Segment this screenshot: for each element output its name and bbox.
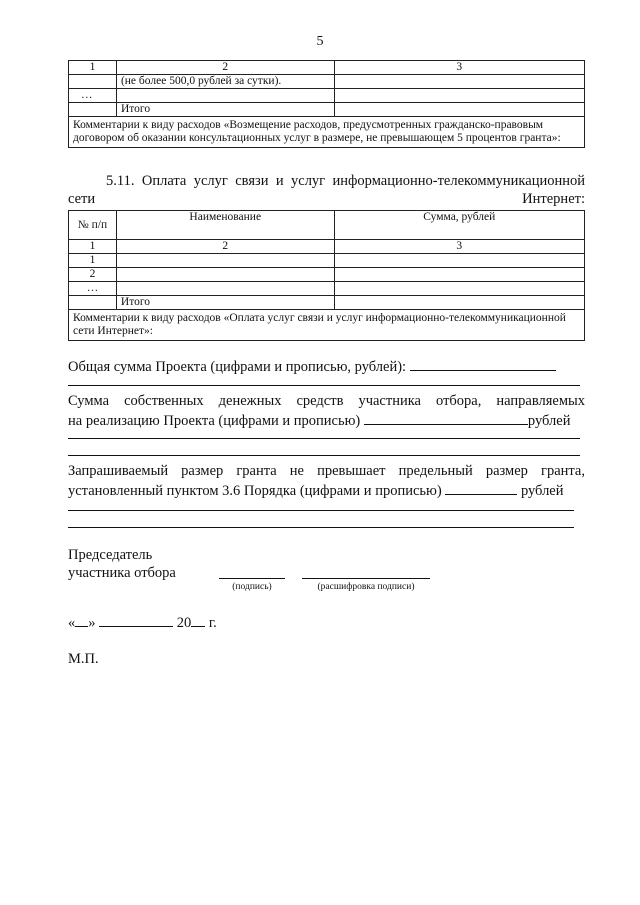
grant-blank [445, 480, 517, 495]
table-cell: (не более 500,0 рублей за сутки). [116, 75, 334, 89]
grant-block [68, 462, 585, 500]
table-cell: 2 [116, 61, 334, 75]
table-cell: 2 [116, 240, 334, 254]
table-cell [69, 75, 117, 89]
page-number: 5 [316, 34, 324, 49]
table-cell: 1 [69, 61, 117, 75]
table-cell [334, 89, 584, 103]
rubles-label: рублей [527, 413, 571, 429]
blank-line [68, 438, 580, 439]
table-cell: 2 [69, 268, 117, 282]
blank-line [68, 510, 574, 511]
table-index-row [69, 240, 585, 254]
signature-title-line1: Председатель [68, 547, 153, 563]
own-funds-blank [364, 410, 528, 425]
expenses-table-continued [68, 60, 585, 148]
year-blank [191, 612, 205, 627]
table-cell: 1 [69, 240, 117, 254]
grant-line2 [68, 480, 585, 500]
own-funds-block [68, 392, 585, 430]
table-comment: Комментарии к виду расходов «Оплата услуг связи и услуг информационно-телекоммуникационной сети Интернет»: [69, 310, 585, 341]
table-row [69, 89, 585, 103]
signature-blank [219, 578, 285, 579]
own-funds-label: на реализацию Проекта (цифрами и прописью) [68, 413, 361, 429]
blank-line [68, 385, 580, 386]
table-index-row [69, 61, 585, 75]
own-funds-line2 [68, 410, 585, 430]
table-cell: Итого [116, 296, 334, 310]
table-row [69, 282, 585, 296]
table-cell [334, 296, 584, 310]
table-cell [116, 268, 334, 282]
table-cell [116, 254, 334, 268]
table-comment: Комментарии к виду расходов «Возмещение расходов, предусмотренных гражданско-правовым договором об оказании консультационных услуг в размере, не превышающем 5 процентов гранта»: [69, 117, 585, 148]
table-comment-row [69, 117, 585, 148]
signature-title-line2: участника отбора [68, 565, 176, 581]
grant-label: установленный пунктом 3.6 Порядка (цифрами и прописью) [68, 483, 442, 499]
table-cell: … [69, 282, 117, 296]
blank-line [68, 527, 574, 528]
table-total-row [69, 103, 585, 117]
communication-expenses-table [68, 210, 585, 341]
table-row [69, 268, 585, 282]
signature-decode-blank [302, 578, 430, 579]
grant-line1: Запрашиваемый размер гранта не превышает предельный размер гранта, [68, 463, 585, 479]
month-blank [99, 612, 173, 627]
date-open-quote: « [68, 615, 76, 631]
section-heading [68, 172, 585, 208]
table-comment-row [69, 310, 585, 341]
date-year-suffix: г. [208, 615, 217, 631]
table-cell: 3 [334, 61, 584, 75]
table-cell [334, 75, 584, 89]
total-project-line [68, 356, 585, 376]
table-cell [69, 296, 117, 310]
table-cell: 1 [69, 254, 117, 268]
table-cell [334, 254, 584, 268]
table-cell [334, 103, 584, 117]
table-cell [334, 282, 584, 296]
table-cell: 3 [334, 240, 584, 254]
date-century: 20 [176, 615, 192, 631]
table-row [69, 75, 585, 89]
table-cell [116, 89, 334, 103]
column-header-number: № п/п [69, 211, 117, 240]
total-project-blank [410, 356, 556, 371]
table-cell [334, 268, 584, 282]
table-cell [116, 282, 334, 296]
signature-caption: (подпись) [232, 582, 272, 592]
own-funds-line1: Сумма собственных денежных средств участника отбора, направляемых [68, 393, 585, 409]
column-header-sum: Сумма, рублей [334, 211, 584, 240]
day-blank [75, 612, 88, 627]
signature-decode-caption: (расшифровка подписи) [317, 582, 415, 592]
date-line [68, 612, 217, 632]
date-close-quote: » [88, 615, 96, 631]
stamp-place: М.П. [68, 651, 99, 667]
section-heading-text: 5.11. Оплата услуг связи и услуг информационно-телекоммуникационной сети Интернет: [68, 173, 585, 207]
table-total-row [69, 296, 585, 310]
table-header-row [69, 211, 585, 240]
blank-line [68, 455, 580, 456]
column-header-name: Наименование [116, 211, 334, 240]
table-cell: Итого [116, 103, 334, 117]
table-row [69, 254, 585, 268]
rubles-label: рублей [520, 483, 564, 499]
table-cell [69, 103, 117, 117]
total-project-label: Общая сумма Проекта (цифрами и прописью, рублей): [68, 359, 407, 375]
table-cell: … [69, 89, 117, 103]
